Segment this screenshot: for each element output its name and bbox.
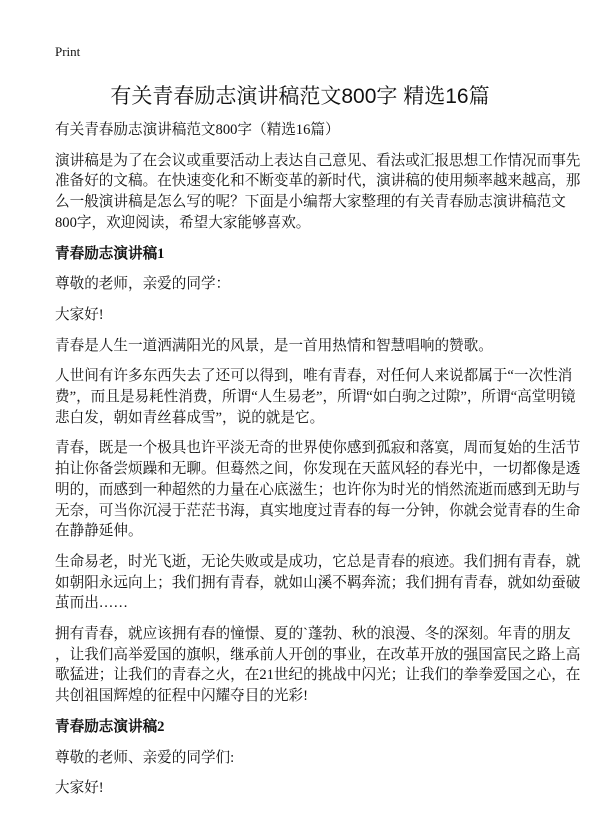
text-line: 么一般演讲稿是怎么写的呢？下面是小编帮大家整理的有关青春励志演讲稿范文	[55, 194, 566, 211]
text-line: 生命易老，时光飞逝，无论失败或是成功，它总是青春的痕迹。我们拥有青春，就	[55, 553, 581, 570]
section-heading: 青春励志演讲稿1	[55, 245, 165, 262]
paragraph	[55, 366, 576, 428]
text-line: 费”，而且是易耗性消费，所谓“人生易老”，所谓“如白驹之过隙”，所谓“高堂明镜	[55, 389, 576, 406]
print-link[interactable]: Print	[55, 44, 81, 59]
text-line: 无奈，可当你沉浸于茫茫书海，真实地度过青春的每一分钟，你就会觉青春的生命	[55, 502, 581, 519]
text-line: 青春是人生一道洒满阳光的风景，是一首用热情和智慧唱响的赞歌。	[55, 337, 493, 354]
text-line: 人世间有许多东西失去了还可以得到，唯有青春，对任何人来说都属于“一次性消	[55, 368, 573, 385]
greeting: 尊敬的老师，亲爱的同学：	[55, 276, 231, 293]
paragraph	[55, 438, 581, 542]
text-line: 如朝阳永远向上；我们拥有青春，就如山溪不羁奔流；我们拥有青春，就如幼蚕破	[55, 574, 581, 591]
greeting: 尊敬的老师、亲爱的同学们:	[55, 749, 235, 766]
text-line: 拍让你备尝烦躁和无聊。但蓦然之间，你发现在天蓝风轻的春光中，一切都像是透	[55, 461, 581, 478]
section-heading: 青春励志演讲稿2	[55, 718, 165, 735]
text-line: 明的，而感到一种超然的力量在心底滋生；也许你为时光的悄然流逝而感到无助与	[55, 481, 581, 498]
text-line: 茧而出……	[55, 595, 128, 612]
paragraph	[55, 624, 581, 707]
paragraph	[55, 552, 581, 614]
hello: 大家好!	[55, 780, 104, 797]
text-line: 拥有青春，就应该拥有春的憧憬、夏的`蓬勃、秋的浪漫、冬的深刻。年青的朋友	[55, 626, 571, 643]
text-line: ，让我们高举爱国的旗帜，继承前人开创的事业，在改革开放的强国富民之路上高	[55, 646, 581, 663]
text-line: 青春，既是一个极具也许平淡无奇的世界使你感到孤寂和落寞，周而复始的生活节	[55, 440, 581, 457]
text-line: 800字，欢迎阅读，希望大家能够喜欢。	[55, 214, 311, 231]
paragraph	[55, 336, 555, 357]
text-line: 悲白发，朝如青丝暮成雪”，说的就是它。	[55, 409, 325, 426]
page-title: 有关青春励志演讲稿范文800字 精选16篇	[110, 85, 490, 108]
hello: 大家好!	[55, 306, 104, 323]
intro-paragraph	[55, 151, 581, 234]
text-line: 准备好的文稿。在快速变化和不断变革的新时代，演讲稿的使用频率越来越高，那	[55, 173, 581, 190]
text-line: 演讲稿是为了在会议或重要活动上表达自己意见、看法或汇报思想工作情况而事先	[55, 152, 581, 169]
text-line: 歌猛进；让我们的青春之火，在21世纪的挑战中闪光；让我们的拳拳爱国之心，在	[55, 667, 581, 684]
subtitle: 有关青春励志演讲稿范文800字（精选16篇）	[55, 122, 340, 138]
text-line: 在静静延伸。	[55, 523, 143, 540]
article-body	[55, 120, 581, 809]
text-line: 共创祖国辉煌的征程中闪耀夺目的光彩!	[55, 688, 308, 705]
